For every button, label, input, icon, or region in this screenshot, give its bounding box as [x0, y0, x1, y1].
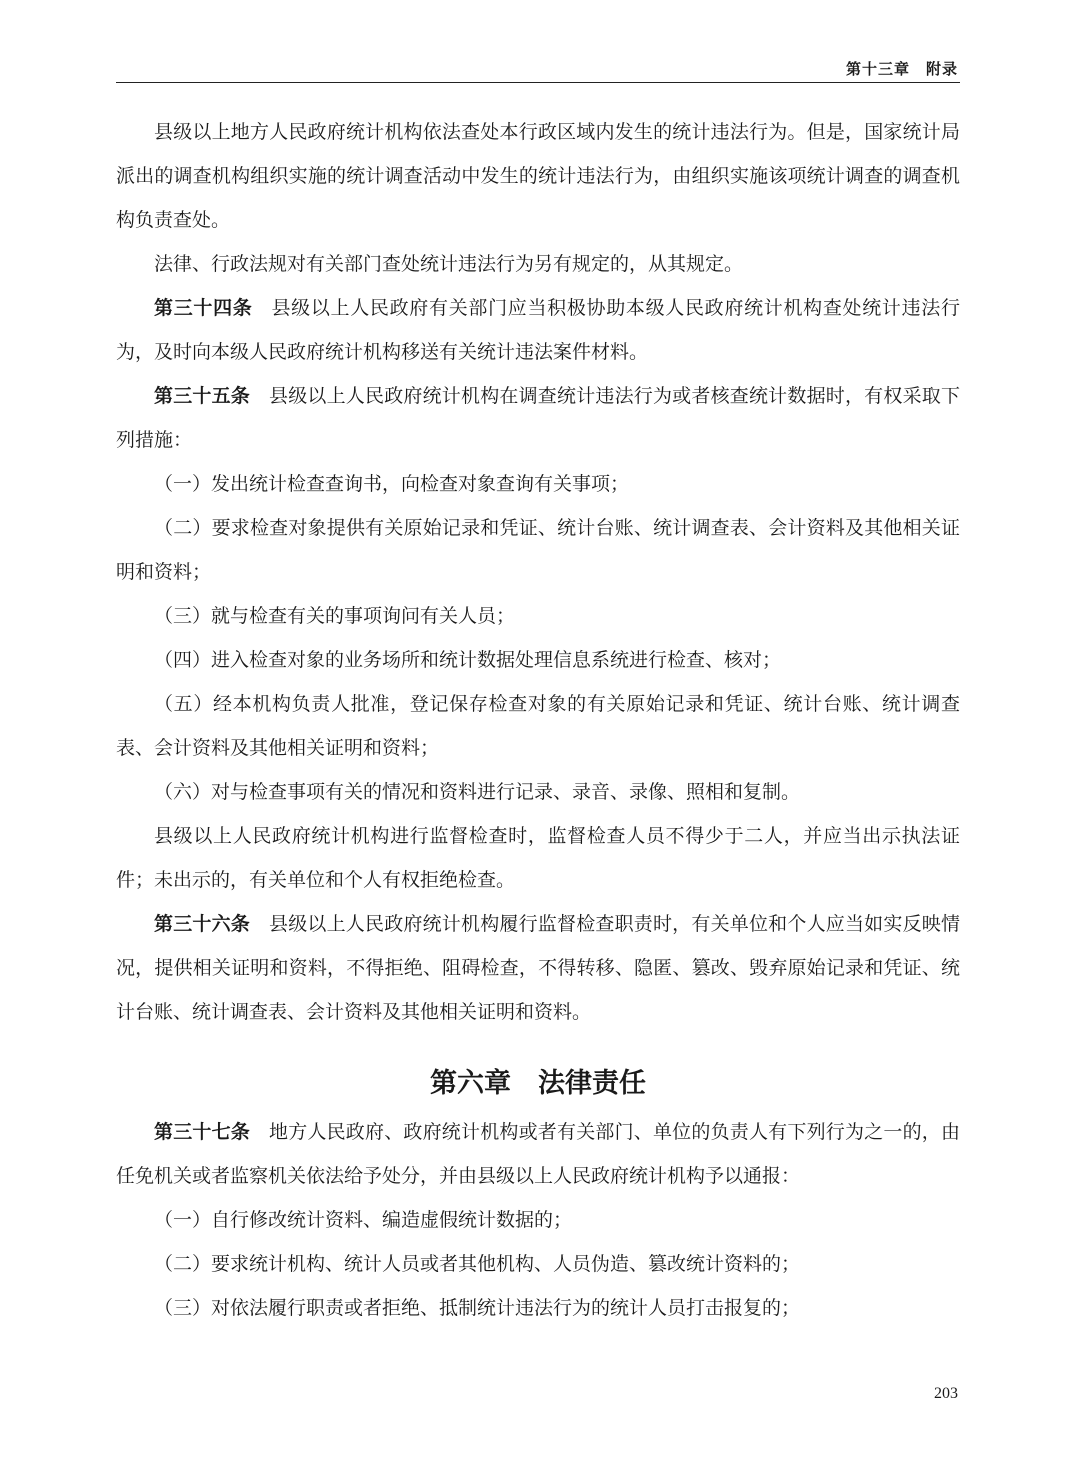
list-item: （二）要求统计机构、统计人员或者其他机构、人员伪造、篡改统计资料的；: [154, 1253, 801, 1275]
article-number: 第三十五条: [154, 385, 250, 407]
list-item: （二）要求检查对象提供有关原始记录和凭证、统计台账、统计调查表、会计资料及其他相关证明和资料；: [116, 517, 960, 583]
page-number: 203: [934, 1385, 958, 1402]
article-number: 第三十六条: [154, 913, 250, 935]
article-37: 第三十七条 地方人民政府、政府统计机构或者有关部门、单位的负责人有下列行为之一的，由任免机关或者监察机关依法给予处分，并由县级以上人民政府统计机构予以通报：: [116, 1121, 960, 1187]
list-item: （一）发出统计检查查询书，向检查对象查询有关事项；: [154, 473, 630, 495]
list-item: （六）对与检查事项有关的情况和资料进行记录、录音、录像、照相和复制。: [154, 781, 801, 803]
article-34: 第三十四条 县级以上人民政府有关部门应当积极协助本级人民政府统计机构查处统计违法行为，及时向本级人民政府统计机构移送有关统计违法案件材料。: [116, 297, 960, 363]
list-item: （三）就与检查有关的事项询问有关人员；: [154, 605, 516, 627]
paragraph: 法律、行政法规对有关部门查处统计违法行为另有规定的，从其规定。: [154, 253, 744, 275]
article-35: 第三十五条 县级以上人民政府统计机构在调查统计违法行为或者核查统计数据时，有权采取下列措施：: [116, 385, 960, 451]
header-chapter-title: 第十三章 附录: [845, 60, 958, 78]
list-item: （一）自行修改统计资料、编造虚假统计数据的；: [154, 1209, 573, 1231]
list-item: （五）经本机构负责人批准，登记保存检查对象的有关原始记录和凭证、统计台账、统计调查表、会计资料及其他相关证明和资料；: [116, 693, 960, 759]
list-item: （三）对依法履行职责或者拒绝、抵制统计违法行为的统计人员打击报复的；: [154, 1297, 801, 1319]
article-36: 第三十六条 县级以上人民政府统计机构履行监督检查职责时，有关单位和个人应当如实反映情况，提供相关证明和资料，不得拒绝、阻碍检查，不得转移、隐匿、篡改、毁弃原始记录和凭证、统计台账、统计调查表、会计资料及其他相关证明和资料。: [116, 913, 960, 1023]
paragraph: 县级以上地方人民政府统计机构依法查处本行政区域内发生的统计违法行为。但是，国家统计局派出的调查机构组织实施的统计调查活动中发生的统计违法行为，由组织实施该项统计调查的调查机构负责查处。: [116, 121, 960, 231]
running-header: [116, 52, 960, 83]
list-item: （四）进入检查对象的业务场所和统计数据处理信息系统进行检查、核对；: [154, 649, 782, 671]
page-body: [116, 110, 960, 1330]
paragraph: 县级以上人民政府统计机构进行监督检查时，监督检查人员不得少于二人，并应当出示执法证件；未出示的，有关单位和个人有权拒绝检查。: [116, 825, 960, 891]
article-number: 第三十七条: [154, 1121, 250, 1143]
chapter-heading: 第六章 法律责任: [430, 1068, 646, 1099]
article-number: 第三十四条: [154, 297, 253, 319]
